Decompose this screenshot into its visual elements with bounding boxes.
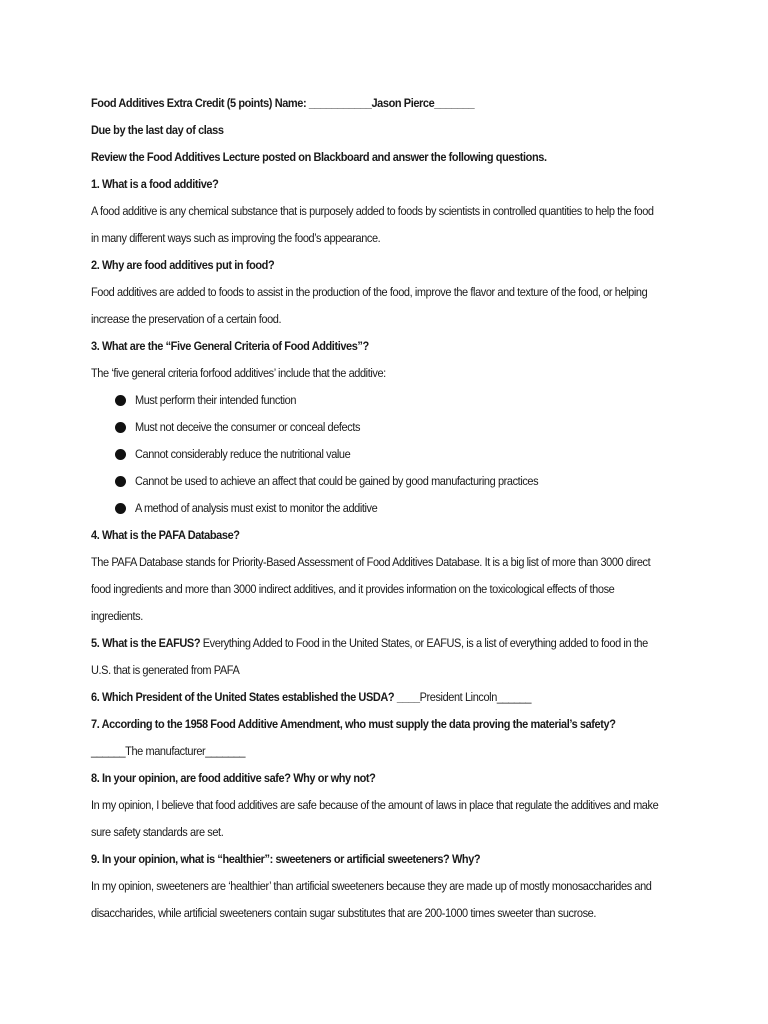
answer-2-line-1: Food additives are added to foods to assist in the production of the food, improve the flavor and texture of the food, or helping [91,285,648,299]
list-item [91,414,691,441]
answer-9-line-2: disaccharides, while artificial sweeteners contain sugar substitutes that are 200-1000 times sweeter than sucrose. [91,906,596,920]
list-item [91,495,691,522]
list-item-text: Cannot be used to achieve an affect that could be gained by good manufacturing practices [135,474,539,488]
title-line: Food Additives Extra Credit (5 points) Name: ___________Jason Pierce_______ [91,96,475,110]
answer-4-line-1: The PAFA Database stands for Priority-Based Assessment of Food Additives Database. It is a big list of more than 3000 direct [91,555,651,569]
bullet-icon [115,503,126,514]
question-1: 1. What is a food additive? [91,177,219,191]
answer-6: President Lincoln______ [419,690,532,704]
answer-7: ______The manufacturer_______ [91,744,246,758]
bullet-icon [115,395,126,406]
answer-1-line-1: A food additive is any chemical substance that is purposely added to foods by scientists in controlled quantities to help the food [91,204,654,218]
question-6: 6. Which President of the United States established the USDA? ____ [91,690,420,704]
list-item [91,441,691,468]
bullet-icon [115,449,126,460]
answer-2-line-2: increase the preservation of a certain food. [91,312,282,326]
list-item [91,387,691,414]
question-8: 8. In your opinion, are food additive safe? Why or why not? [91,771,376,785]
answer-4-line-3: ingredients. [91,609,143,623]
bullet-icon [115,476,126,487]
list-item-text: A method of analysis must exist to monitor the additive [135,501,378,515]
answer-5-inline: Everything Added to Food in the United States, or EAFUS, is a list of everything added to food in the [200,636,648,650]
question-4: 4. What is the PAFA Database? [91,528,240,542]
criteria-list [91,387,691,522]
question-5: 5. What is the EAFUS? [91,636,201,650]
answer-5-line-2: U.S. that is generated from PAFA [91,663,240,677]
bullet-icon [115,422,126,433]
answer-8-line-1: In my opinion, I believe that food additives are safe because of the amount of laws in place that regulate the additives and make [91,798,659,812]
question-5-line [91,630,648,657]
instructions: Review the Food Additives Lecture posted on Blackboard and answer the following questions. [91,150,547,164]
list-item-text: Must not deceive the consumer or conceal defects [135,420,361,434]
answer-1-line-2: in many different ways such as improving the food’s appearance. [91,231,381,245]
question-9: 9. In your opinion, what is “healthier”: sweeteners or artificial sweeteners? Why? [91,852,481,866]
question-7: 7. According to the 1958 Food Additive Amendment, who must supply the data proving the material’s safety? [91,717,616,731]
list-item-text: Must perform their intended function [135,393,297,407]
question-2: 2. Why are food additives put in food? [91,258,275,272]
answer-3-intro: The ‘five general criteria forfood additives’ include that the additive: [91,366,386,380]
document-body [91,90,691,927]
list-item-text: Cannot considerably reduce the nutritional value [135,447,351,461]
answer-8-line-2: sure safety standards are set. [91,825,224,839]
answer-4-line-2: food ingredients and more than 3000 indirect additives, and it provides information on the toxicological effects of those [91,582,615,596]
due-date: Due by the last day of class [91,123,224,137]
question-6-line [91,684,631,711]
list-item [91,468,691,495]
question-3: 3. What are the “Five General Criteria of Food Additives”? [91,339,369,353]
answer-9-line-1: In my opinion, sweeteners are ‘healthier’ than artificial sweeteners because they are made up of mostly monosaccharides and [91,879,652,893]
